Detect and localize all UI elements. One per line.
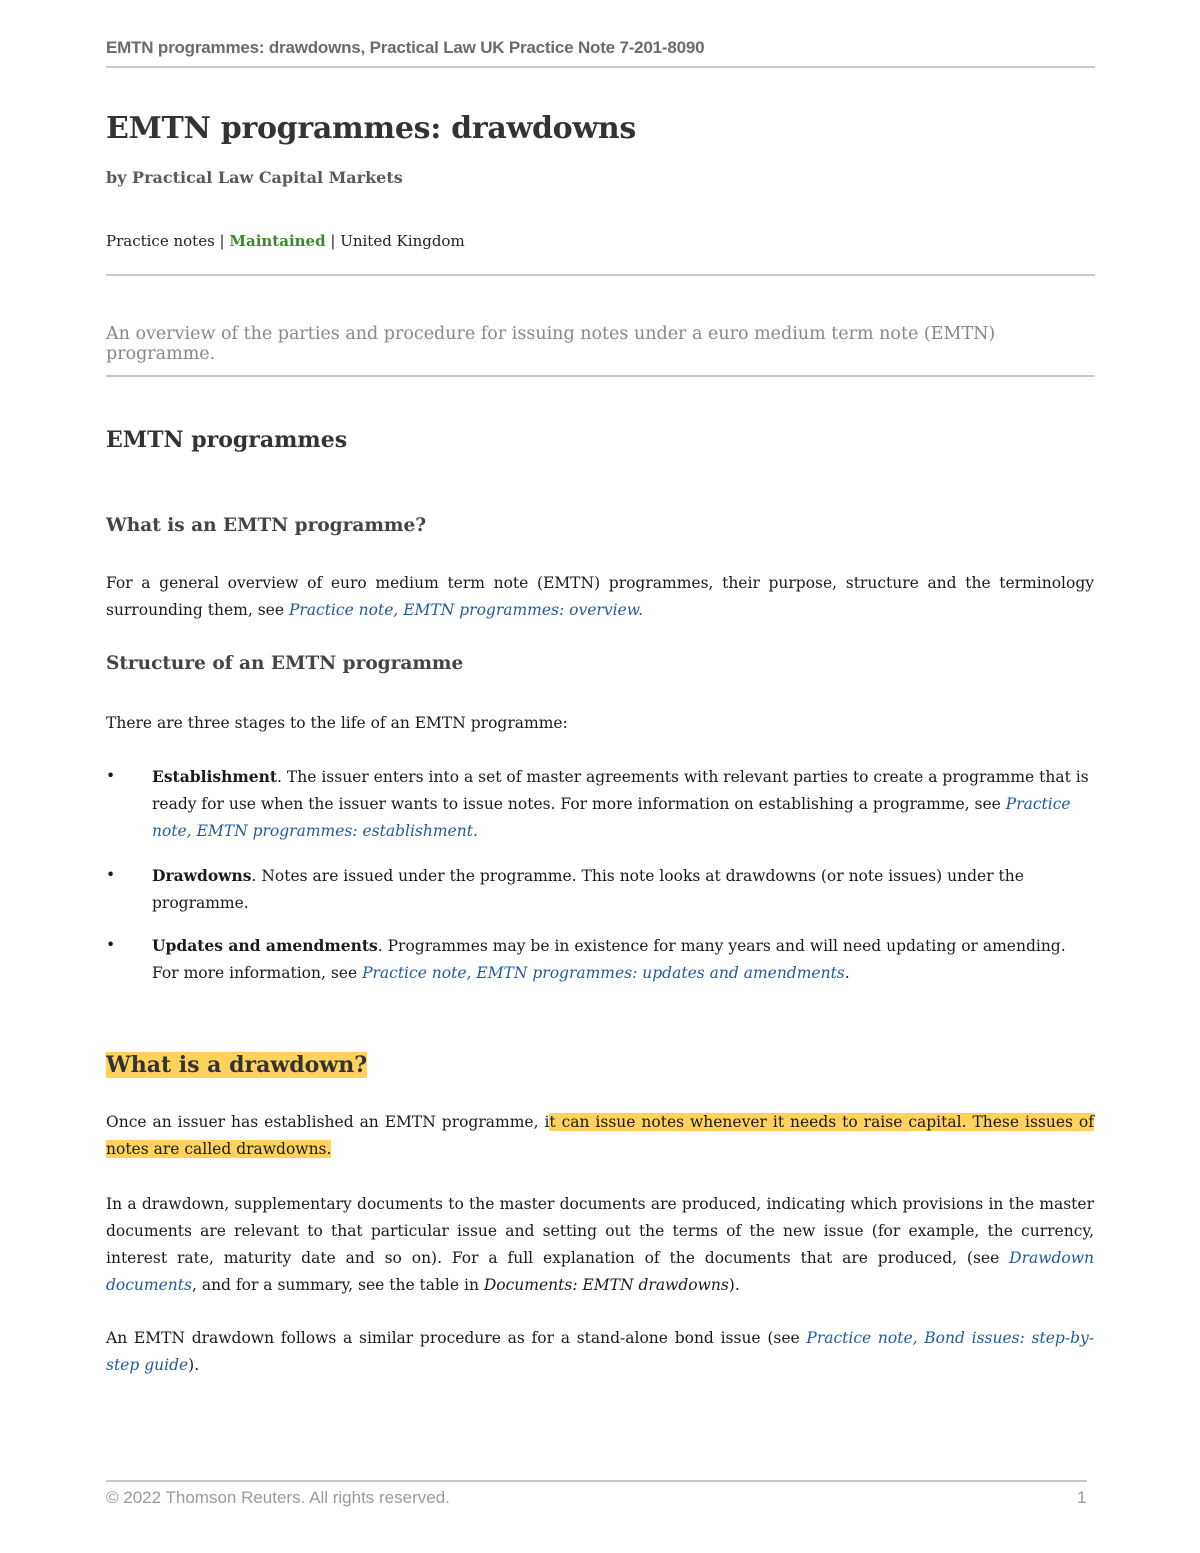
bullet-term: Drawdowns xyxy=(152,866,252,885)
paragraph-text: , and for a summary, see the table in xyxy=(191,1276,484,1294)
summary-divider xyxy=(106,375,1095,377)
bullet-end: . xyxy=(844,964,850,982)
link-emtn-programmes-overview[interactable]: Practice note, EMTN programmes: overview xyxy=(288,601,639,619)
bullet-body: . The issuer enters into a set of master agreements with relevant parties to create a programme that is ready for use when the issuer wants to issue notes. For more information on establishing a programme, see xyxy=(152,768,1089,813)
paragraph-text: ). xyxy=(188,1356,200,1374)
paragraph-end: . xyxy=(638,601,644,619)
bullet-body: . Notes are issued under the programme. This note looks at drawdowns (or note issues) under the programme. xyxy=(152,867,1024,912)
meta-jurisdiction: United Kingdom xyxy=(340,232,465,250)
link-bond-issues-step-by-step[interactable]: Practice note, Bond issues: step-by-step guide xyxy=(106,1329,1094,1374)
meta-separator: | xyxy=(214,232,230,250)
meta-divider xyxy=(106,274,1095,276)
page-number: 1 xyxy=(1077,1488,1087,1507)
byline: by Practical Law Capital Markets xyxy=(106,168,403,187)
footer-divider xyxy=(106,1480,1087,1482)
bullet-text xyxy=(152,763,1094,845)
bullet-term: Updates and amendments xyxy=(152,936,378,955)
bullet-text xyxy=(152,932,1094,987)
link-emtn-programmes-establishment[interactable]: Practice note, EMTN programmes: establishment xyxy=(152,795,1071,840)
highlighted-heading: What is a drawdown? xyxy=(106,1052,368,1078)
paragraph-text: An EMTN drawdown follows a similar procedure as for a stand-alone bond issue (see xyxy=(106,1329,807,1347)
bullet-text xyxy=(152,862,1094,917)
paragraph-structure-intro: There are three stages to the life of an EMTN programme: xyxy=(106,714,568,732)
link-emtn-programmes-updates[interactable]: Practice note, EMTN programmes: updates and amendments xyxy=(362,964,845,982)
bullet-marker: • xyxy=(106,936,116,954)
paragraph-drawdown-documents xyxy=(106,1191,1094,1299)
bullet-end: . xyxy=(472,822,478,840)
paragraph-drawdown-procedure xyxy=(106,1325,1094,1379)
bullet-marker: • xyxy=(106,767,116,785)
paragraph-text: In a drawdown, supplementary documents to the master documents are produced, indicating which provisions in the master documents are relevant to that particular issue and setting out the terms of the new issue (for example, the currency, interest rate, maturity date and so on). For a full explanation of the documents that are produced, (see xyxy=(106,1195,1094,1267)
bullet-term: Establishment xyxy=(152,767,278,786)
document-title: EMTN programmes: drawdowns xyxy=(106,111,637,146)
bullet-body: . Programmes may be in existence for many years and will need updating or amending. For more information, see xyxy=(152,937,1066,982)
section-heading-what-is-drawdown xyxy=(106,1052,367,1078)
document-meta xyxy=(106,232,465,250)
meta-status-maintained: Maintained xyxy=(229,232,326,250)
paragraph-text: Once an issuer has established an EMTN programme, i xyxy=(106,1113,550,1131)
reference-documents-emtn-drawdowns: Documents: EMTN drawdowns xyxy=(483,1276,729,1294)
subheading-structure-emtn-programme: Structure of an EMTN programme xyxy=(106,653,464,674)
meta-separator: | xyxy=(325,232,341,250)
meta-type: Practice notes xyxy=(106,232,215,250)
section-heading-emtn-programmes: EMTN programmes xyxy=(106,427,348,453)
bullet-marker: • xyxy=(106,866,116,884)
running-header: EMTN programmes: drawdowns, Practical Law UK Practice Note 7-201-8090 xyxy=(106,38,705,57)
paragraph-drawdown-definition xyxy=(106,1109,1094,1163)
paragraph-text: For a general overview of euro medium term note (EMTN) programmes, their purpose, structure and the terminology surrounding them, see xyxy=(106,574,1094,619)
subheading-what-is-emtn-programme: What is an EMTN programme? xyxy=(106,515,427,536)
highlighted-text: t can issue notes whenever it needs to raise capital. These issues of notes are called drawdowns. xyxy=(106,1113,1094,1158)
document-summary: An overview of the parties and procedure for issuing notes under a euro medium term note (EMTN) programme. xyxy=(106,324,996,364)
header-divider xyxy=(106,66,1095,68)
paragraph-emtn-overview xyxy=(106,570,1094,624)
paragraph-text: ). xyxy=(728,1276,740,1294)
link-drawdown-documents[interactable]: Drawdown documents xyxy=(106,1249,1094,1294)
footer-copyright: © 2022 Thomson Reuters. All rights reserved. xyxy=(106,1488,450,1507)
